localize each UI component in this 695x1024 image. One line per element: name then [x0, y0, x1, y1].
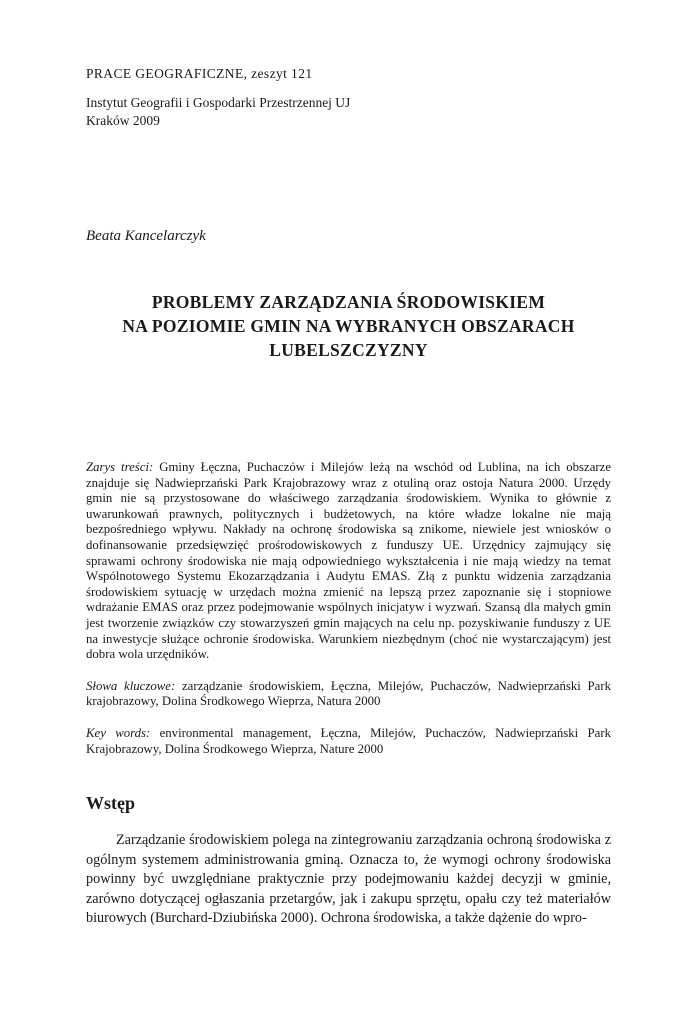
keywords-en-paragraph [86, 726, 611, 757]
article-title-line-2: NA POZIOMIE GMIN NA WYBRANYCH OBSZARACH [122, 316, 575, 336]
article-title-line-3: LUBELSZCZYZNY [269, 340, 428, 360]
keywords-en-text: environmental management, Łęczna, Milejów, Puchaczów, Nadwieprzański Park Krajobrazowy, Dolina Środkowego Wieprza, Nature 2000 [86, 725, 611, 756]
abstract-text: Gminy Łęczna, Puchaczów i Milejów leżą na wschód od Lublina, na ich obszarze znajduje się Nadwieprzański Park Krajobrazowy wraz z otuliną oraz ostoja Natura 2000. Urzędy gmin nie są przystosowane do właściwego zarządzania środowiskiem. Wynika to głównie z uwarunkowań prawnych, politycznych i budżetowych, na które władze lokalne nie mają bezpośredniego wpływu. Nakłady na ochronę środowiska są znikome, niewiele jest wniosków o dofinansowanie przedsięwzięć prośrodowiskowych z funduszy UE. Urzędnicy zajmujący się sprawami ochrony środowiska nie mają odpowiedniego wykształcenia i nie mają wiedzy na temat Wspólnotowego Systemu Ekozarządzania i Audytu EMAS. Złą z punktu widzenia zarządzania środowiskiem sytuację w urzędach można zmienić na lepszą przez zapoznanie się i stopniowe wdrażanie EMAS oraz przez podejmowanie wspólnych inicjatyw i wyzwań. Szansą dla małych gmin jest tworzenie związków czy stowarzyszeń gmin mających na celu np. pozyskiwanie funduszy z UE na inwestycje służące ochronie środowiska. Warunkiem niezbędnym (choć nie wystarczającym) jest dobra wola urzędników. [86, 460, 611, 662]
article-title-line-1: PROBLEMY ZARZĄDZANIA ŚRODOWISKIEM [151, 292, 546, 312]
keywords-en-label: Key words: [86, 725, 151, 740]
intro-paragraph: Zarządzanie środowiskiem polega na zintegrowaniu zarządzania ochroną środowiska z ogólnym systemem administrowania gminą. Oznacza to, że wymogi ochrony środowiska powinny być uwzględniane praktycznie przy podejmowaniu każdej decyzji w gminie, zarówno dotyczącej ogłaszania przetargów, jak i zakupu sprzętu, opału czy też materiałów biurowych (Burchard-Dziubińska 2000). Ochrona środowiska, a także dążenie do wpro- [86, 832, 611, 927]
author-name: Beata Kancelarczyk [86, 228, 206, 244]
abstract-label: Zarys treści: [86, 460, 154, 474]
keywords-pl-label: Słowa kluczowe: [86, 678, 176, 693]
abstract-paragraph [86, 460, 611, 663]
city-year-line: Kraków 2009 [86, 113, 160, 128]
journal-series-line: PRACE GEOGRAFICZNE, zeszyt 121 [86, 66, 313, 81]
article-title [86, 290, 611, 362]
institute-line: Instytut Geografii i Gospodarki Przestrzennej UJ [86, 95, 351, 110]
section-heading-wstep: Wstęp [86, 793, 135, 814]
keywords-pl-text: zarządzanie środowiskiem, Łęczna, Milejów, Puchaczów, Nadwieprzański Park krajobrazowy, Dolina Środkowego Wieprza, Natura 2000 [86, 678, 612, 709]
keywords-pl-paragraph [86, 679, 611, 710]
